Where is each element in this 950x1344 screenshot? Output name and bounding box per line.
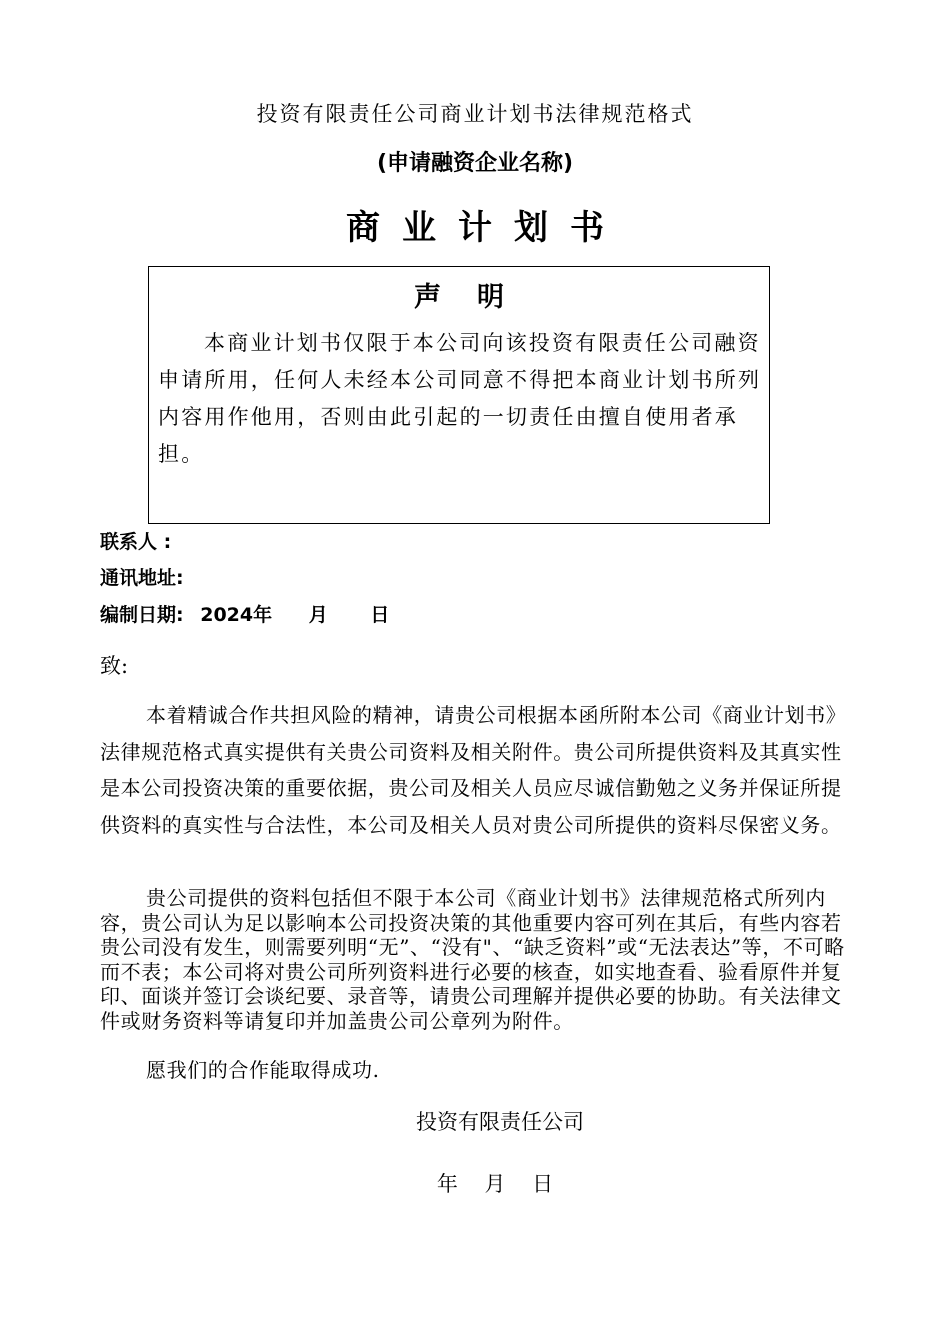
document-title: 投资有限责任公司商业计划书法律规范格式 [256,102,694,126]
statement-heading: 声明 [414,282,540,313]
statement-body: 本商业计划书仅限于本公司向该投资有限责任公司融资申请所用，任何人未经本公司同意不得把本商业计划书所列内容用作他用，否则由此引起的一切责任由擅自使用者承担。 [158,331,762,466]
letter-paragraph-3: 愿我们的合作能取得成功. [146,1058,380,1082]
main-title: 商业计划书 [346,208,626,248]
contact-label: 联系人 : [100,531,172,553]
date-month: 月 [308,604,328,626]
compile-date [100,600,389,627]
letter-paragraph-1: 本着精诚合作共担风险的精神，请贵公司根据本函所附本公司《商业计划书》法律规范格式真实提供有关贵公司资料及相关附件。贵公司所提供资料及其真实性是本公司投资决策的重要依据，贵公司及相关人员应尽诚信勤勉之义务并保证所提供资料的真实性与合法性，本公司及相关人员对贵公司所提供的资料尽保密义务。 [100,703,847,837]
date-year: 2024年 [200,604,273,626]
company-name-placeholder: (申请融资企业名称) [376,151,574,176]
letter-paragraph-2: 贵公司提供的资料包括但不限于本公司《商业计划书》法律规范格式所列内容，贵公司认为足以影响本公司投资决策的其他重要内容可列在其后，有些内容若贵公司没有发生，则需要列明“无”、“没有"、“缺乏资料”或“无法表达”等，不可略而不表；本公司将对贵公司所列资料进行必要的核查，如实地查看、验看原件并复印、面谈并签订会谈纪要、录音等，请贵公司理解并提供必要的协助。有关法律文件或财务资料等请复印并加盖贵公司公章列为附件。 [100,886,845,1033]
address-label: 通讯地址: [100,567,184,589]
sign-date: 年 月 日 [436,1172,564,1196]
salutation: 致: [100,654,129,678]
statement-box [148,266,770,524]
date-day: 日 [370,604,390,626]
date-label: 编制日期: [100,604,184,626]
signature: 投资有限责任公司 [416,1110,584,1134]
